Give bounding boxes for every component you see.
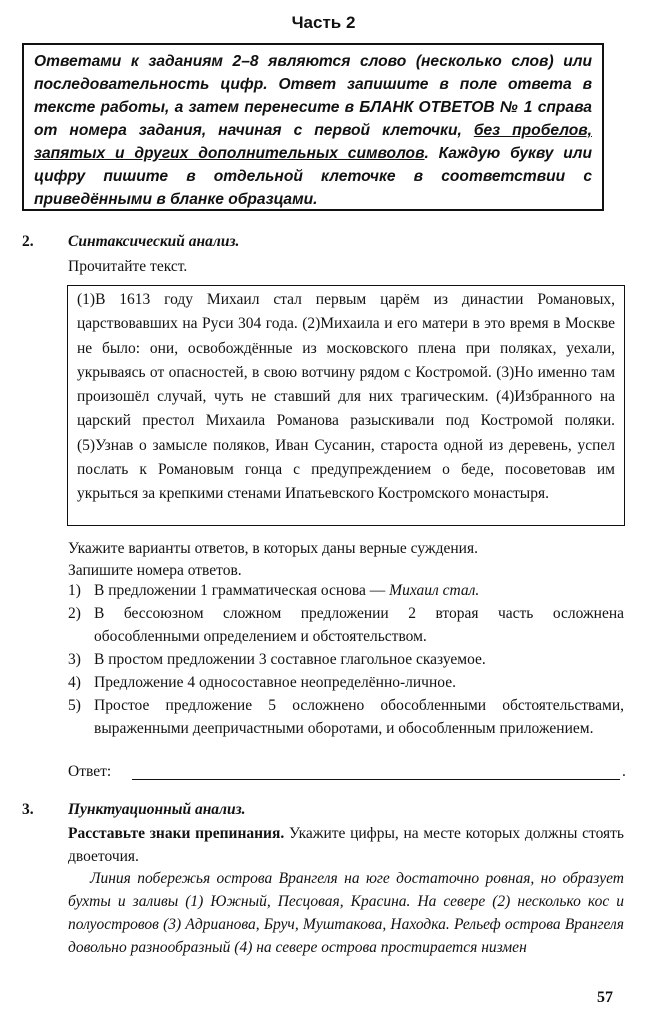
instructions-text-end: . Каждую букву или цифру пишите в отдельной клеточке в соответствии с приведёнными в бланке образцами. xyxy=(34,145,592,208)
task-3-title: Пунктуационный анализ. xyxy=(68,801,246,818)
option-1-number: 1) xyxy=(68,582,81,599)
option-4-number: 4) xyxy=(68,674,81,691)
task-2-answer-field[interactable] xyxy=(132,779,620,780)
part-title: Часть 2 xyxy=(291,13,356,32)
task-2-answer-row xyxy=(68,763,628,785)
task-2-text: (1)В 1613 году Михаил стал первым царём из династии Романовых, царствовавших на Руси 304 года. (2)Михаила и его матери в это время в Москве не было: они, освобождённые из московского плена при поляках, уехали, укрываясь от опасностей, в свою вотчину рядом с Костромой. (3)Но именно там произошёл случай, чуть не ставший для них трагическим. (4)Избранного на царский престол Михаила Романова разыскивали под Костромой поляки. (5)Узнав о замысле поляков, Иван Сусанин, староста одной из деревень, успел послать к Романовым гонца с предупреждением о беде, посоветовав им укрыться за крепкими стенами Ипатьевского Костромского монастыря. xyxy=(77,291,615,503)
task-2-answer-label: Ответ: xyxy=(68,763,112,780)
option-1-text: В предложении 1 грамматическая основа — xyxy=(94,582,390,599)
task-2-number: 2. xyxy=(22,233,34,250)
task-2-read-prompt: Прочитайте текст. xyxy=(68,258,188,275)
task-2-title: Синтаксический анализ. xyxy=(68,233,240,250)
instructions-text: Ответами к заданиям 2–8 являются слово (несколько слов) или последовательность цифр. Ответ запишите в поле ответа в тексте работы, а затем перенесите в БЛАНК ОТВЕТОВ № 1 справа от номера задания, начиная с первой клеточки, xyxy=(34,53,592,139)
task-3-intro-bold: Расставьте знаки препинания. xyxy=(68,825,285,842)
instructions-box xyxy=(22,43,604,211)
option-3-number: 3) xyxy=(68,651,81,668)
task-2-text-box xyxy=(67,285,625,526)
option-1-italic: Михаил стал. xyxy=(389,582,480,599)
option-5-number: 5) xyxy=(68,697,81,714)
option-2-number: 2) xyxy=(68,605,81,622)
task-2-question-line1: Укажите варианты ответов, в которых даны верные суждения. xyxy=(68,540,478,557)
option-4 xyxy=(68,672,624,695)
option-1 xyxy=(68,580,624,603)
option-3-text: В простом предложении 3 составное глагольное сказуемое. xyxy=(94,651,486,668)
option-3 xyxy=(68,649,624,672)
task-2-question-line2: Запишите номера ответов. xyxy=(68,562,242,579)
task-3-intro xyxy=(68,822,624,868)
task-3-number: 3. xyxy=(22,801,34,818)
option-5 xyxy=(68,695,624,740)
page-number: 57 xyxy=(597,989,613,1006)
option-2 xyxy=(68,603,624,648)
instructions-underlined: без пробелов, запятых и других дополнительных символов xyxy=(34,122,592,162)
option-4-text: Предложение 4 односоставное неопределённо-личное. xyxy=(94,674,456,691)
option-5-text: Простое предложение 5 осложнено обособленными обстоятельствами, выраженными деепричастными оборотами, и обособленным приложением. xyxy=(94,697,624,737)
task-3-text: Линия побережья острова Врангеля на юге достаточно ровная, но образует бухты и заливы (1) Южный, Песцовая, Красина. На севере (2) несколько кос и полуостровов (3) Адрианова, Бруч, Муштакова, Находка. Рельеф острова Врангеля довольно разнообразный (4) на севере острова простирается низмен xyxy=(68,870,624,956)
task-2-answer-end: . xyxy=(622,763,626,780)
option-2-text: В бессоюзном сложном предложении 2 вторая часть осложнена обособленными определением и обстоятельством. xyxy=(94,605,624,645)
task-3-intro-rest: Укажите цифры, на месте которых должны стоять двоеточия. xyxy=(68,825,624,865)
